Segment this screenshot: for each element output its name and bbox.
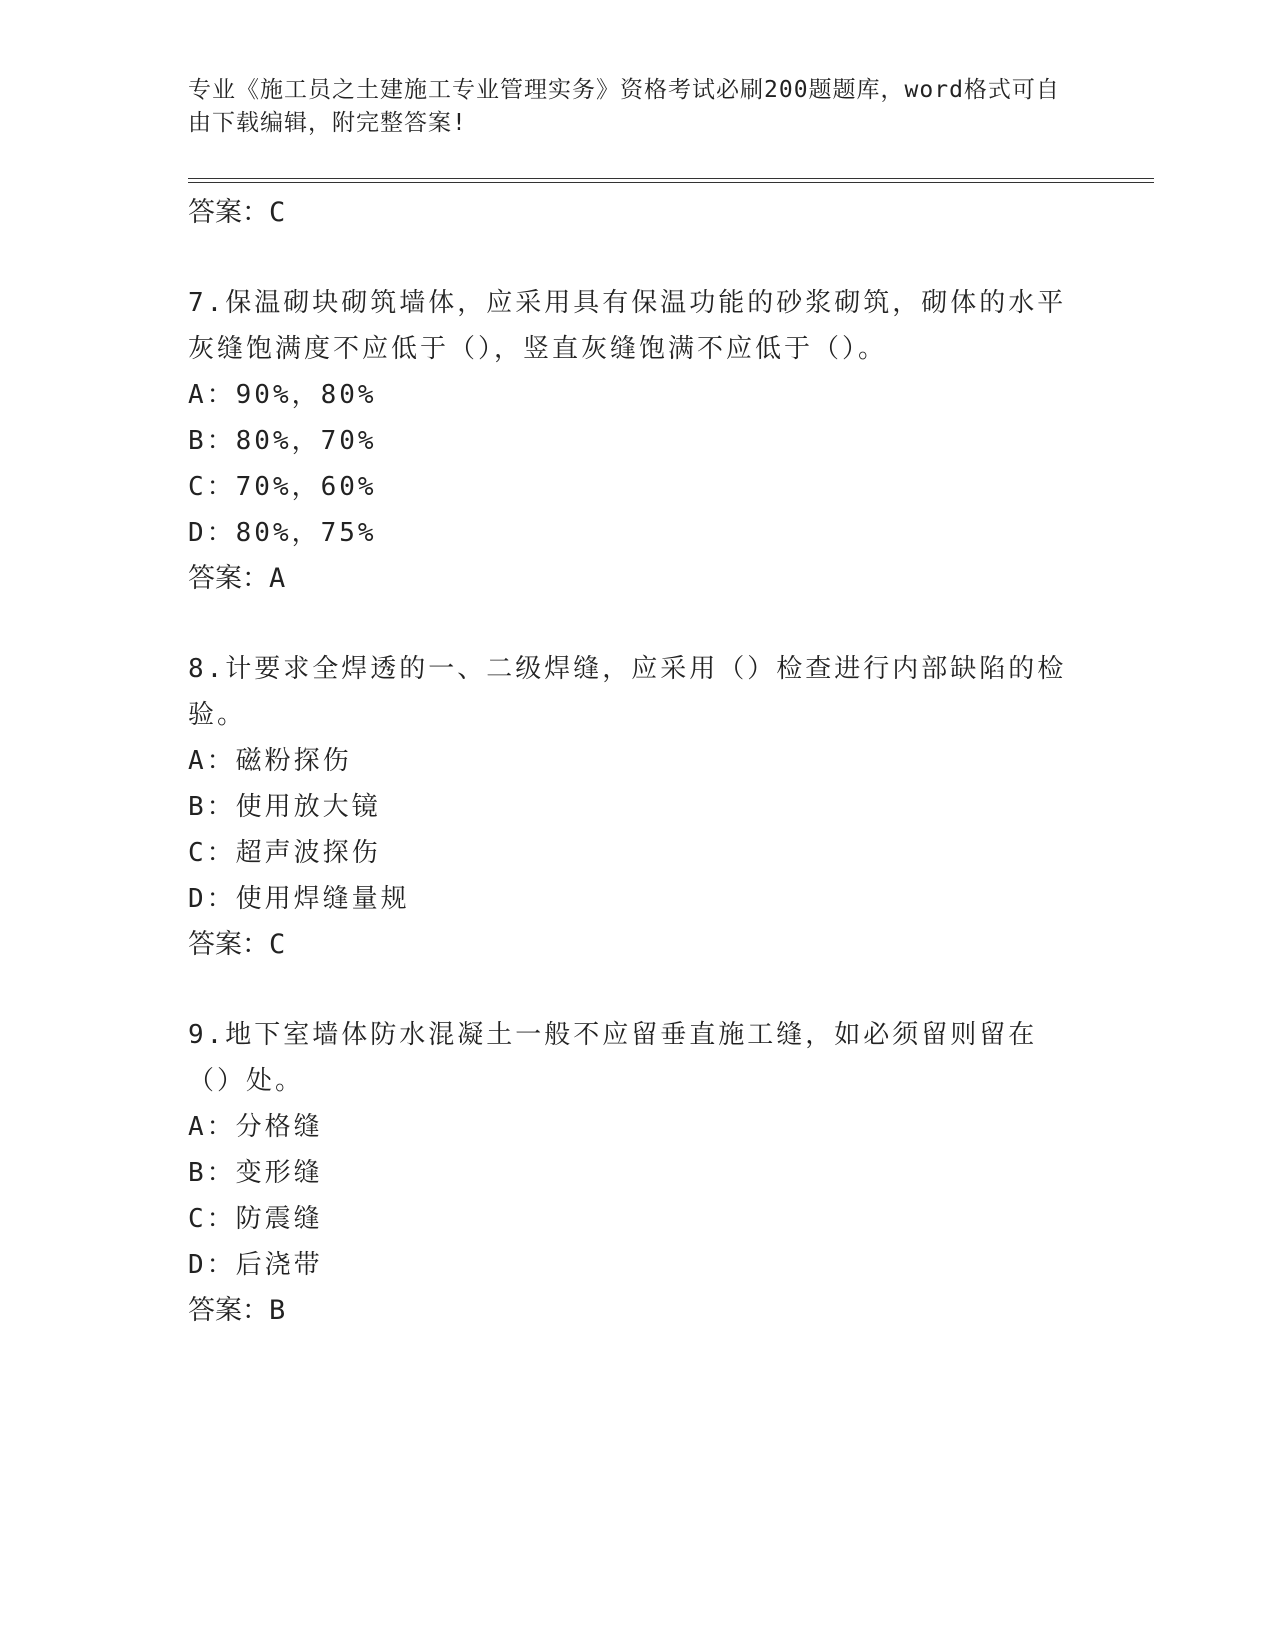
option-c: C：超声波探伤 — [188, 838, 381, 868]
option-d: D：使用焊缝量规 — [188, 884, 410, 914]
question-text: 7.保温砌块砌筑墙体，应采用具有保温功能的砂浆砌筑，砌体的水平灰缝饱满度不应低于（），竖直灰缝饱满不应低于（）。 — [188, 288, 1067, 364]
option-b: B：80%，70% — [188, 426, 377, 456]
header-divider — [188, 178, 1154, 183]
document-header: 专业《施工员之土建施工专业管理实务》资格考试必刷200题题库，word格式可自由下载编辑，附完整答案! — [188, 77, 1060, 136]
question-block — [188, 1012, 1068, 1334]
option-c: C：70%，60% — [188, 472, 377, 502]
option-d: D：80%，75% — [188, 518, 377, 548]
answer-label: 答案：C — [188, 197, 286, 228]
question-block — [188, 280, 1068, 602]
answer-label: 答案：A — [188, 563, 286, 594]
answer-label: 答案：C — [188, 929, 286, 960]
option-a: A：磁粉探伤 — [188, 746, 352, 776]
option-b: B：使用放大镜 — [188, 792, 381, 822]
answer-label: 答案：B — [188, 1295, 286, 1326]
question-text: 8.计要求全焊透的一、二级焊缝，应采用（）检查进行内部缺陷的检验。 — [188, 654, 1067, 730]
option-b: B：变形缝 — [188, 1158, 323, 1188]
option-c: C：防震缝 — [188, 1204, 323, 1234]
option-d: D：后浇带 — [188, 1250, 323, 1280]
question-list — [188, 190, 1068, 1334]
question-block — [188, 646, 1068, 968]
option-a: A：90%，80% — [188, 380, 377, 410]
option-a: A：分格缝 — [188, 1112, 323, 1142]
question-text: 9.地下室墙体防水混凝土一般不应留垂直施工缝，如必须留则留在（）处。 — [188, 1020, 1038, 1096]
